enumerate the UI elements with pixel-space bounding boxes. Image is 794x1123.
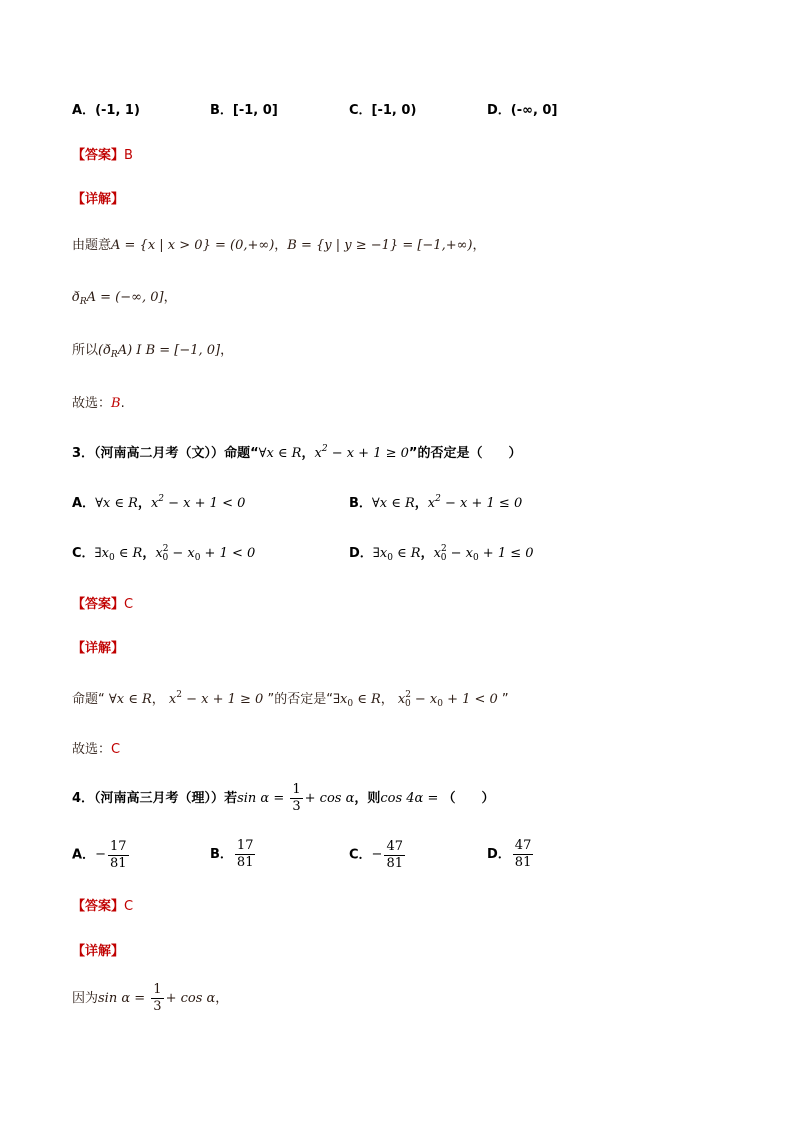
q2-option-a: A．(-1, 1): [72, 103, 140, 118]
q4-stem: 4．（河南高三月考（理））若sin α = $\frac{1}{3}$ + cos α，则cos 4α = （ ）: [72, 782, 495, 814]
q4-answer: 【答案】C: [72, 899, 134, 914]
q3-detail-tag: 【详解】: [72, 641, 125, 656]
q2-answer: 【答案】B: [72, 148, 133, 163]
q4-detail-fraction: $\frac{1}{3}$: [153, 982, 162, 1014]
q3-option-c: C．$\exists x_0$ ∈ R，$x^2_0 - x_0 + 1 < 0$: [72, 544, 256, 563]
q3-choose-line: 故选：C: [72, 742, 121, 757]
q3-detail-line: 命题“ ∀x ∈ R， $x^2 - x + 1 \ge 0$ ”的否定是“$\exists x_0$ ∈ R， $x^2_0 - x_0 + 1 < 0$ ”: [72, 690, 509, 709]
q3-stem: 3．（河南高二月考（文））命题“∀x ∈ R，$x^2 - x + 1 \ge 0$”的否定是（ ）: [72, 444, 522, 461]
q2-detail-tag: 【详解】: [72, 192, 125, 207]
q3-option-b: B．∀x ∈ R，$x^2 - x + 1 \le 0$: [349, 494, 523, 511]
q4-option-d-fraction: $\frac{47}{81}$: [514, 838, 532, 870]
q2-choose-line: 故选：B.: [72, 396, 125, 411]
q4-option-a: A．− $\frac{17}{81}$: [72, 838, 127, 871]
q3-option-a: A．∀x ∈ R，$x^2 - x + 1 < 0$: [72, 494, 246, 511]
q3-answer: 【答案】C: [72, 597, 134, 612]
q2-detail-line-1: 由题意A = {x | x > 0} = (0,+∞)，B = {y | y ≥ −1} = [−1,+∞)，: [72, 238, 486, 253]
q4-detail-line: 因为sin α = $\frac{1}{3}$ + cos α，: [72, 982, 229, 1014]
q4-option-c: C．− $\frac{47}{81}$: [349, 838, 403, 871]
q4-option-c-fraction: $\frac{47}{81}$: [386, 838, 403, 871]
q2-detail-line-2: $ð_RA$ = (−∞, 0]，: [72, 290, 177, 307]
q4-detail-tag: 【详解】: [72, 944, 125, 959]
q4-option-b-fraction: $\frac{17}{81}$: [236, 838, 254, 870]
q3-option-d: D．$\exists x_0$ ∈ R，$x^2_0 - x_0 + 1 \le 0$: [349, 544, 534, 563]
q2-option-b: B．[-1, 0]: [210, 103, 278, 118]
q2-option-d: D．(-∞, 0]: [487, 103, 558, 118]
q2-option-c: C．[-1, 0): [349, 103, 417, 118]
q4-stem-fraction: $\frac{1}{3}$: [292, 782, 301, 814]
q4-option-d: D． $\frac{47}{81}$: [487, 838, 532, 870]
q4-option-a-fraction: $\frac{17}{81}$: [109, 838, 127, 871]
q4-option-b: B． $\frac{17}{81}$: [210, 838, 254, 870]
q2-detail-line-3: 所以$(ð_RA)$ I B = [−1, 0]，: [72, 343, 234, 360]
